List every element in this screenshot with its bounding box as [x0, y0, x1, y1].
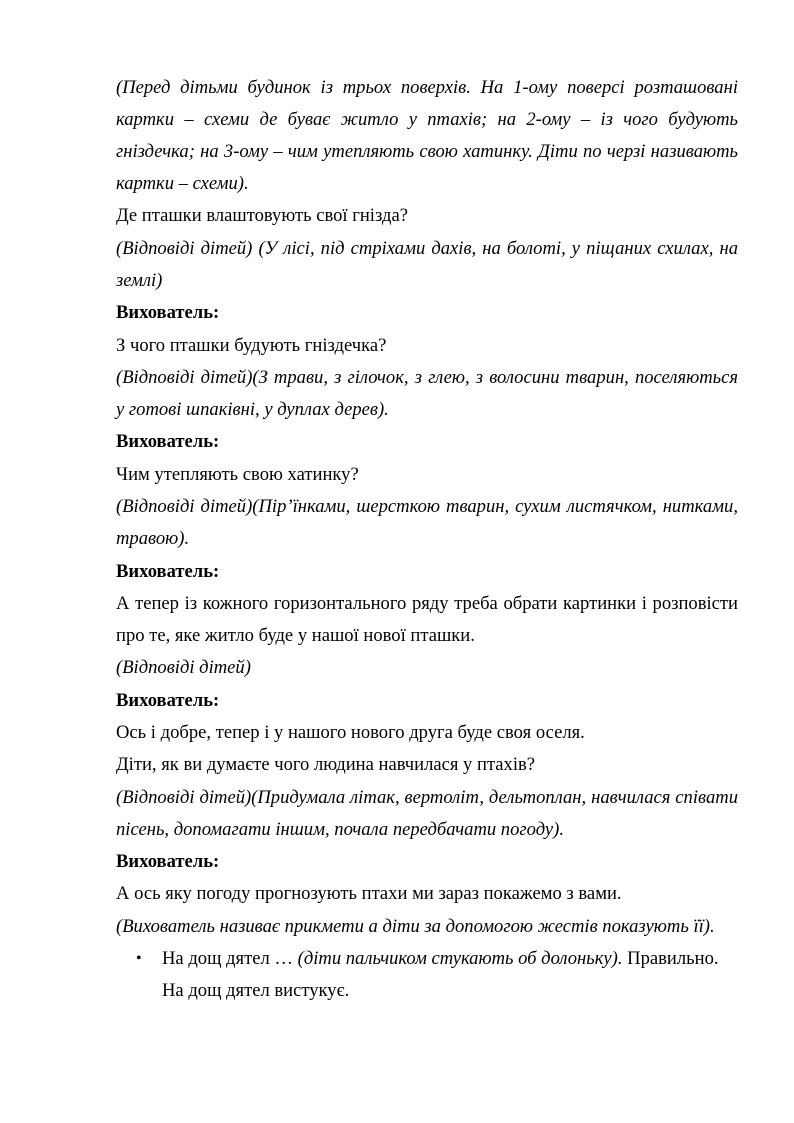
- answer-1-line-1: (Відповіді дітей) (У лісі, під стріхами дахів, на болоті, у піщаних схилах, на: [116, 238, 738, 259]
- intro-line-4: картки – схеми).: [116, 173, 249, 194]
- question-2: З чого пташки будують гніздечка?: [116, 335, 387, 356]
- speaker-label-3: Вихователь:: [116, 561, 220, 582]
- paragraph-4-line-2: про те, яке житло буде у нашої нової пташки.: [116, 625, 475, 646]
- answer-7: (Вихователь називає прикмети а діти за допомогою жестів показують її).: [116, 916, 715, 937]
- bullet-text-start: На дощ дятел …: [162, 948, 298, 969]
- paragraph-7: А ось яку погоду прогнозують птахи ми зараз покажемо з вами.: [116, 883, 622, 904]
- answer-2-line-1: (Відповіді дітей)(З трави, з гілочок, з глею, з волосини тварин, поселяються: [116, 367, 738, 388]
- speaker-label-4: Вихователь:: [116, 690, 220, 711]
- speaker-label-5: Вихователь:: [116, 851, 220, 872]
- question-1: Де пташки влаштовують свої гнізда?: [116, 205, 408, 226]
- bullet-text-end: Правильно.: [622, 948, 719, 969]
- question-3: Чим утепляють свою хатинку?: [116, 464, 359, 485]
- answer-3-line-2: травою).: [116, 528, 190, 549]
- bullet-marker: •: [136, 950, 142, 967]
- answer-3-line-1: (Відповіді дітей)(Пір’їнками, шерсткою тварин, сухим листячком, нитками,: [116, 496, 738, 517]
- speaker-label-2: Вихователь:: [116, 431, 220, 452]
- paragraph-5: Ось і добре, тепер і у нашого нового друга буде своя оселя.: [116, 722, 585, 743]
- answer-1-line-2: землі): [116, 270, 163, 291]
- paragraph-4-line-1: А тепер із кожного горизонтального ряду треба обрати картинки і розповісти: [116, 593, 738, 614]
- answer-6-line-1: (Відповіді дітей)(Придумала літак, вертоліт, дельтоплан, навчилася співати: [116, 787, 738, 808]
- question-6: Діти, як ви думаєте чого людина навчилася у птахів?: [116, 754, 536, 775]
- answer-4: (Відповіді дітей): [116, 657, 251, 678]
- bullet-item-line-2: На дощ дятел вистукує.: [162, 980, 350, 1001]
- answer-2-line-2: у готові шпаківні, у дуплах дерев).: [116, 399, 389, 420]
- speaker-label-1: Вихователь:: [116, 302, 220, 323]
- intro-line-1: (Перед дітьми будинок із трьох поверхів. На 1-ому поверсі розташовані: [116, 77, 738, 98]
- intro-line-3: гніздечка; на 3-ому – чим утепляють свою хатинку. Діти по черзі називають: [116, 141, 738, 162]
- bullet-text-italic: (діти пальчиком стукають об долоньку).: [297, 948, 623, 969]
- bullet-item-line-1: [162, 947, 738, 971]
- answer-6-line-2: пісень, допомагати іншим, почала передбачати погоду).: [116, 819, 564, 840]
- intro-line-2: картки – схеми де буває житло у птахів; на 2-ому – із чого будують: [116, 109, 738, 130]
